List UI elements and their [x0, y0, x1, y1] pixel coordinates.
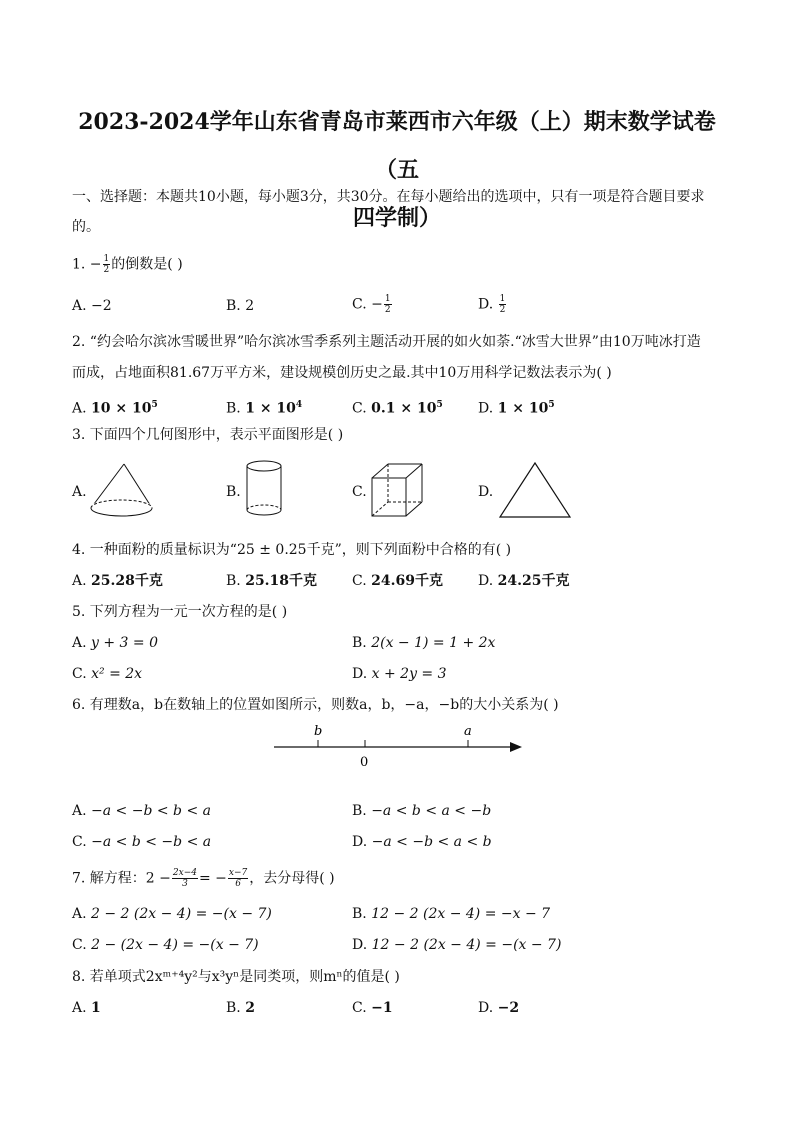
- question-5-stem: 5. 下列方程为一元一次方程的是( ): [72, 604, 288, 620]
- option-text: 2(x − 1) = 1 + 2x: [371, 635, 496, 651]
- option-label: D.: [478, 1000, 494, 1016]
- cylinder-shape: [244, 458, 284, 522]
- q6-option-c[interactable]: [72, 832, 211, 852]
- option-label: C.: [352, 1000, 367, 1016]
- option-text: −a < b < −b < a: [91, 834, 212, 850]
- q1d-frac-num: 1: [499, 294, 506, 304]
- q2-option-d[interactable]: [478, 395, 555, 419]
- option-label: A.: [72, 906, 87, 922]
- q4-option-c[interactable]: [352, 571, 443, 591]
- question-3-stem: 3. 下面四个几何图形中，表示平面图形是( ): [72, 427, 344, 443]
- q5-option-a[interactable]: [72, 633, 158, 653]
- option-text: −: [371, 296, 383, 313]
- option-text: 24.69千克: [371, 573, 443, 589]
- q8-option-a[interactable]: [72, 998, 101, 1018]
- option-label: A.: [72, 298, 87, 314]
- option-text: 0.1 × 10: [371, 400, 437, 417]
- q7-fraction-2: [228, 868, 248, 889]
- label-zero: 0: [360, 755, 369, 770]
- option-text: −2: [497, 1000, 520, 1016]
- option-text: 24.25千克: [497, 573, 570, 589]
- option-label: A.: [72, 635, 87, 651]
- q7-frac1-num: 2x−4: [172, 868, 197, 878]
- option-text: −a < −b < b < a: [91, 803, 211, 819]
- question-2-stem-line1: 2. “约会哈尔滨冰雪暖世界”哈尔滨冰雪季系列主题活动开展的如火如荼.“冰雪大世界”由10万吨冰打造: [72, 334, 701, 350]
- option-label: B.: [226, 1000, 241, 1016]
- q1-option-d[interactable]: [478, 294, 507, 315]
- triangle-shape: [496, 460, 574, 522]
- option-label: A.: [72, 803, 87, 819]
- option-label: C.: [72, 834, 87, 850]
- q7-frac2-den: 6: [235, 879, 241, 889]
- option-text: −2: [91, 298, 112, 314]
- label-b: b: [314, 724, 323, 739]
- q1c-fraction: [384, 294, 392, 315]
- option-text: −a < −b < a < b: [371, 834, 492, 850]
- option-text: 1: [91, 1000, 101, 1016]
- q7-option-b[interactable]: [352, 904, 550, 924]
- question-2-stem-line2: 而成，占地面积81.67万平方米，建设规模创历史之最.其中10万用科学记数法表示为( ): [72, 365, 612, 381]
- section-heading: 一、选择题：本题共10小题，每小题3分，共30分。在每小题给出的选项中，只有一项是符合题目要求的。: [72, 189, 705, 235]
- q3-option-a-label[interactable]: A.: [72, 484, 87, 500]
- question-8-stem: 8. 若单项式2xᵐ⁺⁴y²与x³yⁿ是同类项，则mⁿ的值是( ): [72, 969, 400, 985]
- option-text: 12 − 2 (2x − 4) = −x − 7: [371, 906, 551, 922]
- q7-suffix: ，去分母得( ): [249, 870, 335, 887]
- q4-option-a[interactable]: [72, 571, 163, 591]
- option-text: y + 3 = 0: [91, 635, 159, 651]
- q2-option-a[interactable]: [72, 395, 158, 419]
- option-label: C.: [352, 573, 367, 589]
- option-label: B.: [352, 906, 367, 922]
- q1c-frac-den: 2: [384, 305, 391, 315]
- option-text: −a < b < a < −b: [371, 803, 492, 819]
- q1c-frac-num: 1: [384, 294, 391, 304]
- q3-option-b-label[interactable]: B.: [226, 484, 241, 500]
- q8-option-c[interactable]: [352, 998, 393, 1018]
- option-text: 2 − (2x − 4) = −(x − 7): [91, 937, 259, 953]
- option-text: 1 × 10: [497, 400, 549, 417]
- option-text: 12 − 2 (2x − 4) = −(x − 7): [371, 937, 562, 953]
- option-label: D.: [478, 573, 494, 589]
- q7-fraction-1: [172, 868, 198, 889]
- option-label: B.: [226, 400, 241, 417]
- option-label: A.: [72, 1000, 87, 1016]
- option-label: D.: [352, 834, 368, 850]
- option-text: x² = 2x: [91, 666, 143, 682]
- option-exponent: 5: [151, 400, 158, 410]
- option-label: B.: [226, 573, 241, 589]
- option-label: D.: [478, 296, 494, 313]
- option-text: 25.18千克: [245, 573, 318, 589]
- option-label: A.: [72, 400, 87, 417]
- option-text: 25.28千克: [91, 573, 163, 589]
- option-text: 1 × 10: [245, 400, 296, 417]
- q6-option-a[interactable]: [72, 801, 211, 821]
- question-6-stem: 6. 有理数a，b在数轴上的位置如图所示，则数a，b，−a，−b的大小关系为( ): [72, 697, 559, 713]
- q1d-frac-den: 2: [499, 305, 506, 315]
- question-1-stem: [72, 254, 183, 275]
- option-label: B.: [352, 635, 367, 651]
- number-line: [270, 720, 526, 772]
- q7-prefix: 7. 解方程：2 −: [72, 870, 171, 887]
- q1-fraction: [103, 254, 111, 275]
- q2-option-c[interactable]: [352, 395, 443, 419]
- option-label: D.: [352, 666, 368, 682]
- q1-frac-den: 2: [103, 265, 110, 275]
- option-label: C.: [72, 666, 87, 682]
- q3-option-d-label[interactable]: D.: [478, 484, 494, 500]
- option-label: D.: [352, 937, 368, 953]
- q4-option-b[interactable]: [226, 571, 317, 591]
- option-text: 2: [245, 298, 255, 314]
- option-exponent: 4: [295, 400, 303, 410]
- q1-prefix: 1. −: [72, 256, 102, 273]
- q1d-fraction: [499, 294, 507, 315]
- question-4-stem: 4. 一种面粉的质量标识为“25 ± 0.25千克”，则下列面粉中合格的有( ): [72, 542, 512, 558]
- q1-frac-num: 1: [103, 254, 110, 264]
- q6-option-d[interactable]: [352, 832, 492, 852]
- option-text: −1: [371, 1000, 393, 1016]
- option-label: C.: [72, 937, 87, 953]
- q2-option-b[interactable]: [226, 395, 302, 419]
- exam-title-line2: 四学制）: [352, 205, 441, 231]
- label-a: a: [464, 724, 472, 739]
- q8-option-d[interactable]: [478, 998, 519, 1018]
- option-label: B.: [352, 803, 367, 819]
- option-text: 2 − 2 (2x − 4) = −(x − 7): [91, 906, 272, 922]
- cube-shape: [368, 460, 426, 520]
- q7-option-c[interactable]: [72, 935, 259, 955]
- q5-option-b[interactable]: [352, 633, 495, 653]
- option-label: A.: [72, 573, 87, 589]
- cone-shape: [86, 460, 156, 522]
- q5-option-d[interactable]: [352, 664, 447, 684]
- option-exponent: 5: [548, 400, 555, 410]
- q1-option-c[interactable]: [352, 294, 393, 315]
- q7-frac1-den: 3: [182, 879, 188, 889]
- option-text: 2: [245, 1000, 255, 1016]
- option-label: C.: [352, 296, 367, 313]
- q3-option-c-label[interactable]: C.: [352, 484, 367, 500]
- q7-frac2-num: x−7: [228, 868, 248, 878]
- q7-mid: = −: [198, 870, 227, 887]
- q8-option-b[interactable]: [226, 998, 255, 1018]
- question-7-stem: [72, 868, 335, 889]
- number-line-arrow-icon: [510, 742, 522, 752]
- q1-option-a[interactable]: [72, 296, 112, 316]
- q1-option-b[interactable]: [226, 296, 254, 316]
- option-text: 10 × 10: [91, 400, 152, 417]
- exam-title-line1: 2023-2024学年山东省青岛市莱西市六年级（上）期末数学试卷（五: [78, 109, 716, 183]
- q5-option-c[interactable]: [72, 664, 142, 684]
- option-exponent: 5: [436, 400, 443, 410]
- q6-option-b[interactable]: [352, 801, 491, 821]
- q7-option-a[interactable]: [72, 904, 272, 924]
- q1-suffix: 的倒数是( ): [111, 256, 183, 273]
- option-label: C.: [352, 400, 367, 417]
- q4-option-d[interactable]: [478, 571, 569, 591]
- option-label: B.: [226, 298, 241, 314]
- option-label: D.: [478, 400, 494, 417]
- option-text: x + 2y = 3: [371, 666, 447, 682]
- q7-option-d[interactable]: [352, 935, 561, 955]
